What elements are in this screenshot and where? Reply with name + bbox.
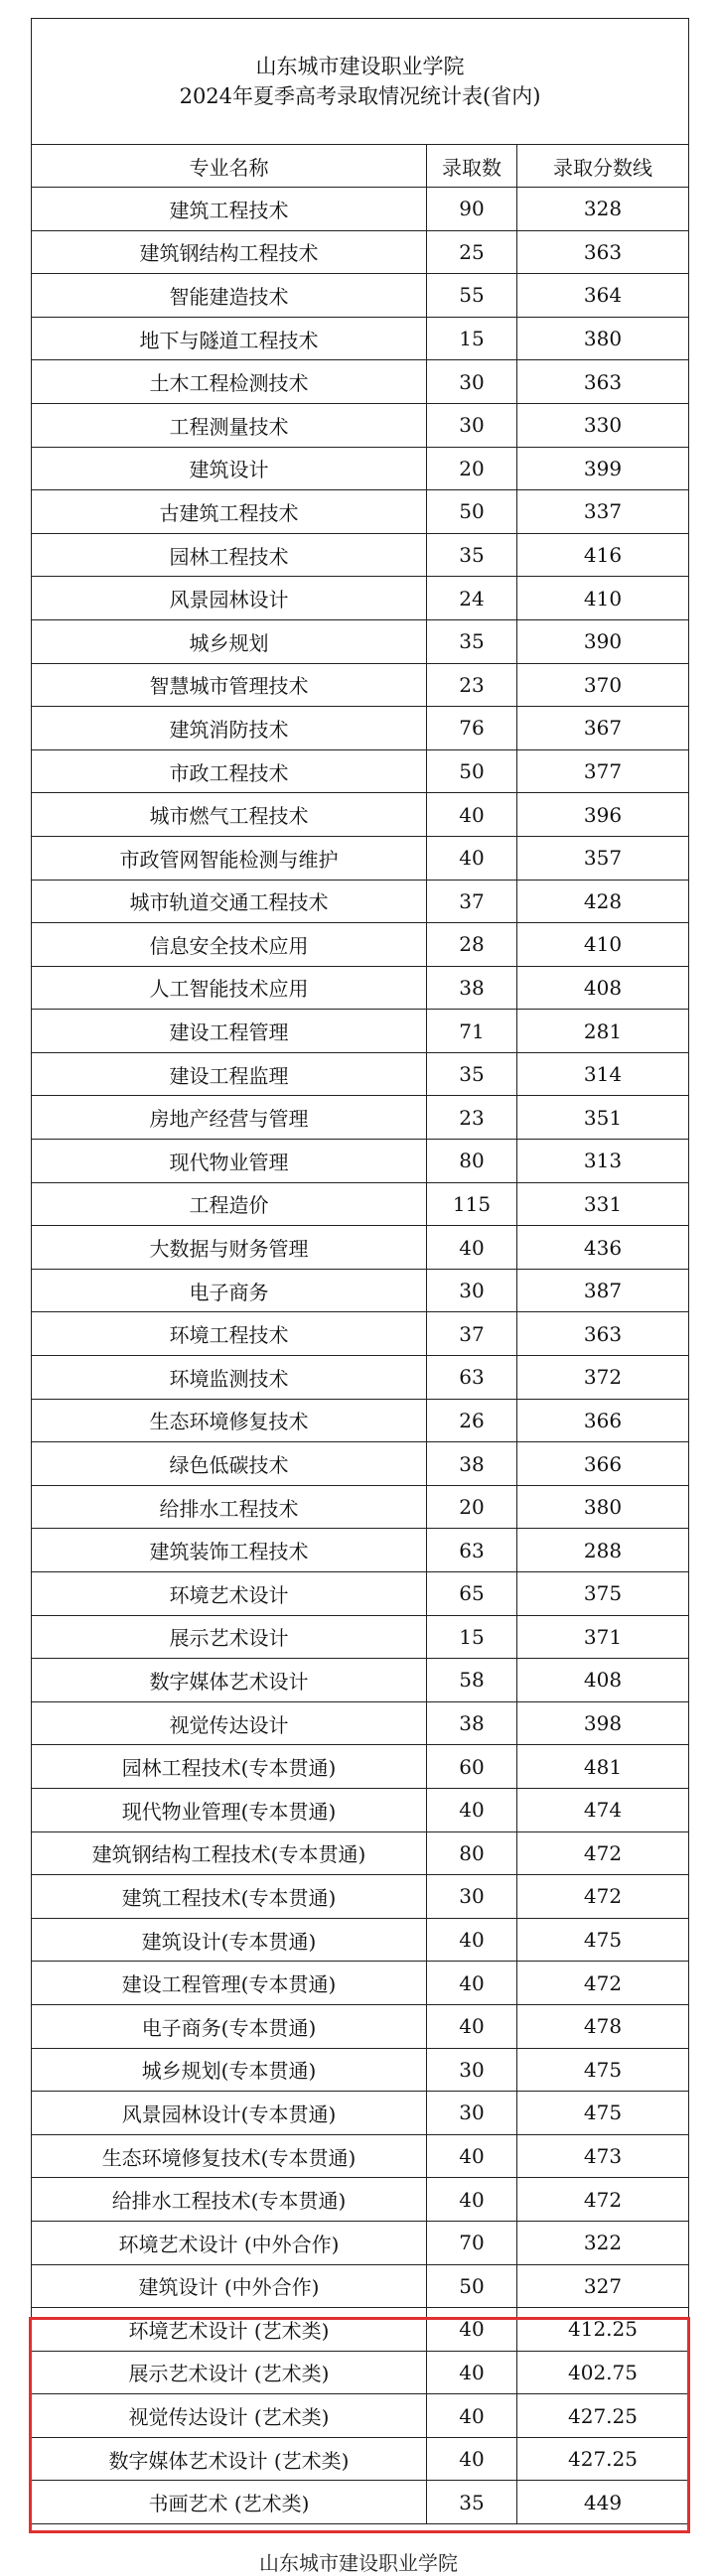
cell-major: 书画艺术 (艺术类) [32, 2481, 427, 2524]
table-row [32, 707, 689, 750]
table-row [32, 188, 689, 231]
table-row [32, 2437, 689, 2481]
cell-major: 园林工程技术(专本贯通) [32, 1745, 427, 1789]
cell-count: 28 [427, 923, 517, 967]
table-row [32, 317, 689, 360]
cell-count: 60 [427, 1745, 517, 1789]
cell-score: 410 [517, 577, 689, 620]
cell-count: 70 [427, 2221, 517, 2264]
cell-count: 38 [427, 1442, 517, 1486]
cell-major: 市政管网智能检测与维护 [32, 836, 427, 880]
cell-count: 40 [427, 2351, 517, 2394]
cell-count: 30 [427, 403, 517, 447]
table-row [32, 2178, 689, 2222]
footer-text: 山东城市建设职业学院 [259, 2551, 458, 2575]
table-row [32, 1140, 689, 1183]
cell-major: 古建筑工程技术 [32, 490, 427, 534]
table-row [32, 1831, 689, 1875]
title-row [32, 19, 689, 145]
table-row [32, 1529, 689, 1572]
table-row [32, 1442, 689, 1486]
cell-count: 20 [427, 447, 517, 490]
cell-major: 数字媒体艺术设计 (艺术类) [32, 2437, 427, 2481]
cell-score: 472 [517, 1831, 689, 1875]
table-row [32, 1010, 689, 1053]
cell-score: 337 [517, 490, 689, 534]
cell-count: 76 [427, 707, 517, 750]
cell-count: 30 [427, 2048, 517, 2092]
cell-count: 80 [427, 1831, 517, 1875]
table-row [32, 923, 689, 967]
table-row [32, 1182, 689, 1226]
cell-score: 377 [517, 749, 689, 793]
cell-score: 331 [517, 1182, 689, 1226]
cell-score: 474 [517, 1788, 689, 1831]
cell-score: 371 [517, 1615, 689, 1659]
cell-major: 建筑设计(专本贯通) [32, 1918, 427, 1962]
cell-major: 生态环境修复技术 [32, 1399, 427, 1442]
cell-count: 63 [427, 1529, 517, 1572]
cell-major: 建筑设计 (中外合作) [32, 2264, 427, 2308]
cell-major: 展示艺术设计 (艺术类) [32, 2351, 427, 2394]
table-row [32, 1572, 689, 1616]
cell-major: 建筑设计 [32, 447, 427, 490]
cell-count: 26 [427, 1399, 517, 1442]
cell-count: 40 [427, 2394, 517, 2438]
header-count: 录取数 [427, 145, 517, 188]
table-row [32, 447, 689, 490]
table-row [32, 2004, 689, 2048]
cell-score: 473 [517, 2134, 689, 2178]
cell-score: 408 [517, 966, 689, 1010]
cell-count: 50 [427, 749, 517, 793]
table-row [32, 2264, 689, 2308]
cell-score: 390 [517, 619, 689, 663]
cell-major: 展示艺术设计 [32, 1615, 427, 1659]
cell-score: 412.25 [517, 2308, 689, 2352]
table-row [32, 230, 689, 274]
cell-score: 428 [517, 880, 689, 923]
cell-count: 37 [427, 1312, 517, 1356]
cell-count: 40 [427, 1226, 517, 1270]
cell-score: 427.25 [517, 2394, 689, 2438]
cell-count: 40 [427, 2308, 517, 2352]
table-row [32, 880, 689, 923]
cell-count: 40 [427, 793, 517, 837]
cell-score: 481 [517, 1745, 689, 1789]
cell-score: 370 [517, 663, 689, 707]
cell-major: 建筑装饰工程技术 [32, 1529, 427, 1572]
cell-score: 398 [517, 1701, 689, 1745]
cell-major: 现代物业管理(专本贯通) [32, 1788, 427, 1831]
cell-count: 40 [427, 1788, 517, 1831]
cell-major: 环境艺术设计 (中外合作) [32, 2221, 427, 2264]
header-major: 专业名称 [32, 145, 427, 188]
cell-count: 40 [427, 2004, 517, 2048]
cell-score: 478 [517, 2004, 689, 2048]
cell-score: 357 [517, 836, 689, 880]
table-row [32, 1788, 689, 1831]
cell-score: 472 [517, 1875, 689, 1919]
cell-score: 366 [517, 1442, 689, 1486]
cell-major: 信息安全技术应用 [32, 923, 427, 967]
table-title [32, 19, 689, 145]
cell-score: 402.75 [517, 2351, 689, 2394]
cell-count: 24 [427, 577, 517, 620]
cell-major: 房地产经营与管理 [32, 1096, 427, 1140]
table-row [32, 836, 689, 880]
cell-score: 436 [517, 1226, 689, 1270]
table-row [32, 533, 689, 577]
cell-major: 地下与隧道工程技术 [32, 317, 427, 360]
cell-major: 风景园林设计(专本贯通) [32, 2092, 427, 2135]
cell-major: 现代物业管理 [32, 1140, 427, 1183]
cell-major: 电子商务 [32, 1269, 427, 1312]
cell-major: 建设工程管理 [32, 1010, 427, 1053]
table-row [32, 1399, 689, 1442]
title-line-1: 山东城市建设职业学院 [255, 55, 465, 78]
cell-major: 环境艺术设计 [32, 1572, 427, 1616]
cell-count: 40 [427, 2134, 517, 2178]
cell-count: 58 [427, 1659, 517, 1702]
cell-count: 20 [427, 1485, 517, 1529]
cell-major: 给排水工程技术(专本贯通) [32, 2178, 427, 2222]
cell-score: 449 [517, 2481, 689, 2524]
table-row [32, 1962, 689, 2005]
cell-major: 城市轨道交通工程技术 [32, 880, 427, 923]
cell-score: 416 [517, 533, 689, 577]
table-row [32, 1918, 689, 1962]
cell-count: 40 [427, 1962, 517, 2005]
cell-count: 25 [427, 230, 517, 274]
cell-count: 30 [427, 360, 517, 404]
table-row [32, 2134, 689, 2178]
cell-score: 472 [517, 1962, 689, 2005]
cell-score: 408 [517, 1659, 689, 1702]
cell-major: 智慧城市管理技术 [32, 663, 427, 707]
table-row [32, 2221, 689, 2264]
cell-count: 30 [427, 2092, 517, 2135]
cell-count: 23 [427, 663, 517, 707]
cell-count: 15 [427, 1615, 517, 1659]
cell-major: 市政工程技术 [32, 749, 427, 793]
cell-score: 351 [517, 1096, 689, 1140]
table-row [32, 274, 689, 318]
cell-score: 375 [517, 1572, 689, 1616]
cell-major: 智能建造技术 [32, 274, 427, 318]
cell-score: 366 [517, 1399, 689, 1442]
cell-score: 475 [517, 2092, 689, 2135]
cell-major: 电子商务(专本贯通) [32, 2004, 427, 2048]
table-row [32, 663, 689, 707]
cell-count: 40 [427, 2437, 517, 2481]
cell-score: 427.25 [517, 2437, 689, 2481]
cell-count: 50 [427, 2264, 517, 2308]
table-row [32, 1875, 689, 1919]
table-row [32, 1226, 689, 1270]
cell-major: 给排水工程技术 [32, 1485, 427, 1529]
cell-score: 372 [517, 1356, 689, 1400]
table-row [32, 2308, 689, 2352]
cell-score: 387 [517, 1269, 689, 1312]
cell-count: 63 [427, 1356, 517, 1400]
cell-major: 城市燃气工程技术 [32, 793, 427, 837]
cell-count: 71 [427, 1010, 517, 1053]
table-row [32, 490, 689, 534]
table-row [32, 1312, 689, 1356]
cell-major: 建筑工程技术(专本贯通) [32, 1875, 427, 1919]
cell-major: 建设工程管理(专本贯通) [32, 1962, 427, 2005]
table-row [32, 1659, 689, 1702]
cell-major: 建筑钢结构工程技术 [32, 230, 427, 274]
admission-table [31, 18, 689, 2524]
cell-score: 330 [517, 403, 689, 447]
table-row [32, 1052, 689, 1096]
cell-count: 115 [427, 1182, 517, 1226]
table-row [32, 360, 689, 404]
cell-score: 475 [517, 1918, 689, 1962]
cell-major: 人工智能技术应用 [32, 966, 427, 1010]
cell-score: 288 [517, 1529, 689, 1572]
cell-major: 环境工程技术 [32, 1312, 427, 1356]
cell-major: 风景园林设计 [32, 577, 427, 620]
table-row [32, 1485, 689, 1529]
cell-major: 城乡规划 [32, 619, 427, 663]
table-row [32, 966, 689, 1010]
cell-major: 建筑工程技术 [32, 188, 427, 231]
cell-major: 建设工程监理 [32, 1052, 427, 1096]
table-row [32, 619, 689, 663]
cell-count: 40 [427, 1918, 517, 1962]
cell-score: 380 [517, 1485, 689, 1529]
cell-major: 建筑钢结构工程技术(专本贯通) [32, 1831, 427, 1875]
table-row [32, 403, 689, 447]
table-row [32, 2394, 689, 2438]
cell-count: 38 [427, 1701, 517, 1745]
cell-score: 281 [517, 1010, 689, 1053]
cell-count: 55 [427, 274, 517, 318]
table-row [32, 749, 689, 793]
cell-score: 380 [517, 317, 689, 360]
cell-major: 工程测量技术 [32, 403, 427, 447]
table-row [32, 793, 689, 837]
cell-score: 328 [517, 188, 689, 231]
cell-major: 土木工程检测技术 [32, 360, 427, 404]
cell-major: 视觉传达设计 [32, 1701, 427, 1745]
cell-score: 396 [517, 793, 689, 837]
cell-major: 城乡规划(专本贯通) [32, 2048, 427, 2092]
table-row [32, 1096, 689, 1140]
cell-count: 30 [427, 1875, 517, 1919]
table-row [32, 2481, 689, 2524]
cell-score: 367 [517, 707, 689, 750]
cell-count: 23 [427, 1096, 517, 1140]
cell-count: 37 [427, 880, 517, 923]
cell-count: 15 [427, 317, 517, 360]
cell-count: 90 [427, 188, 517, 231]
cell-count: 35 [427, 1052, 517, 1096]
cell-major: 环境艺术设计 (艺术类) [32, 2308, 427, 2352]
cell-major: 数字媒体艺术设计 [32, 1659, 427, 1702]
cell-count: 40 [427, 2178, 517, 2222]
cell-count: 35 [427, 2481, 517, 2524]
cell-major: 工程造价 [32, 1182, 427, 1226]
cell-major: 绿色低碳技术 [32, 1442, 427, 1486]
header-row [32, 145, 689, 188]
cell-score: 363 [517, 230, 689, 274]
cell-score: 399 [517, 447, 689, 490]
cell-score: 410 [517, 923, 689, 967]
cell-major: 生态环境修复技术(专本贯通) [32, 2134, 427, 2178]
table-row [32, 1701, 689, 1745]
cell-score: 475 [517, 2048, 689, 2092]
table-row [32, 577, 689, 620]
cell-major: 视觉传达设计 (艺术类) [32, 2394, 427, 2438]
cell-score: 364 [517, 274, 689, 318]
table-row [32, 2048, 689, 2092]
cell-count: 35 [427, 533, 517, 577]
header-score: 录取分数线 [517, 145, 689, 188]
cell-score: 363 [517, 360, 689, 404]
cell-count: 50 [427, 490, 517, 534]
cell-count: 30 [427, 1269, 517, 1312]
table-row [32, 1269, 689, 1312]
cell-score: 363 [517, 1312, 689, 1356]
cell-score: 314 [517, 1052, 689, 1096]
table-row [32, 2351, 689, 2394]
cell-major: 环境监测技术 [32, 1356, 427, 1400]
cell-score: 472 [517, 2178, 689, 2222]
cell-major: 大数据与财务管理 [32, 1226, 427, 1270]
cell-count: 80 [427, 1140, 517, 1183]
title-line-2: 2024年夏季高考录取情况统计表(省内) [179, 84, 541, 108]
admission-sheet [31, 18, 688, 2524]
cell-count: 40 [427, 836, 517, 880]
cell-score: 322 [517, 2221, 689, 2264]
cell-score: 313 [517, 1140, 689, 1183]
cell-score: 327 [517, 2264, 689, 2308]
cell-major: 园林工程技术 [32, 533, 427, 577]
cell-count: 35 [427, 619, 517, 663]
cell-count: 65 [427, 1572, 517, 1616]
table-row [32, 1745, 689, 1789]
table-row [32, 1356, 689, 1400]
cell-major: 建筑消防技术 [32, 707, 427, 750]
table-row [32, 2092, 689, 2135]
table-row [32, 1615, 689, 1659]
cell-count: 38 [427, 966, 517, 1010]
